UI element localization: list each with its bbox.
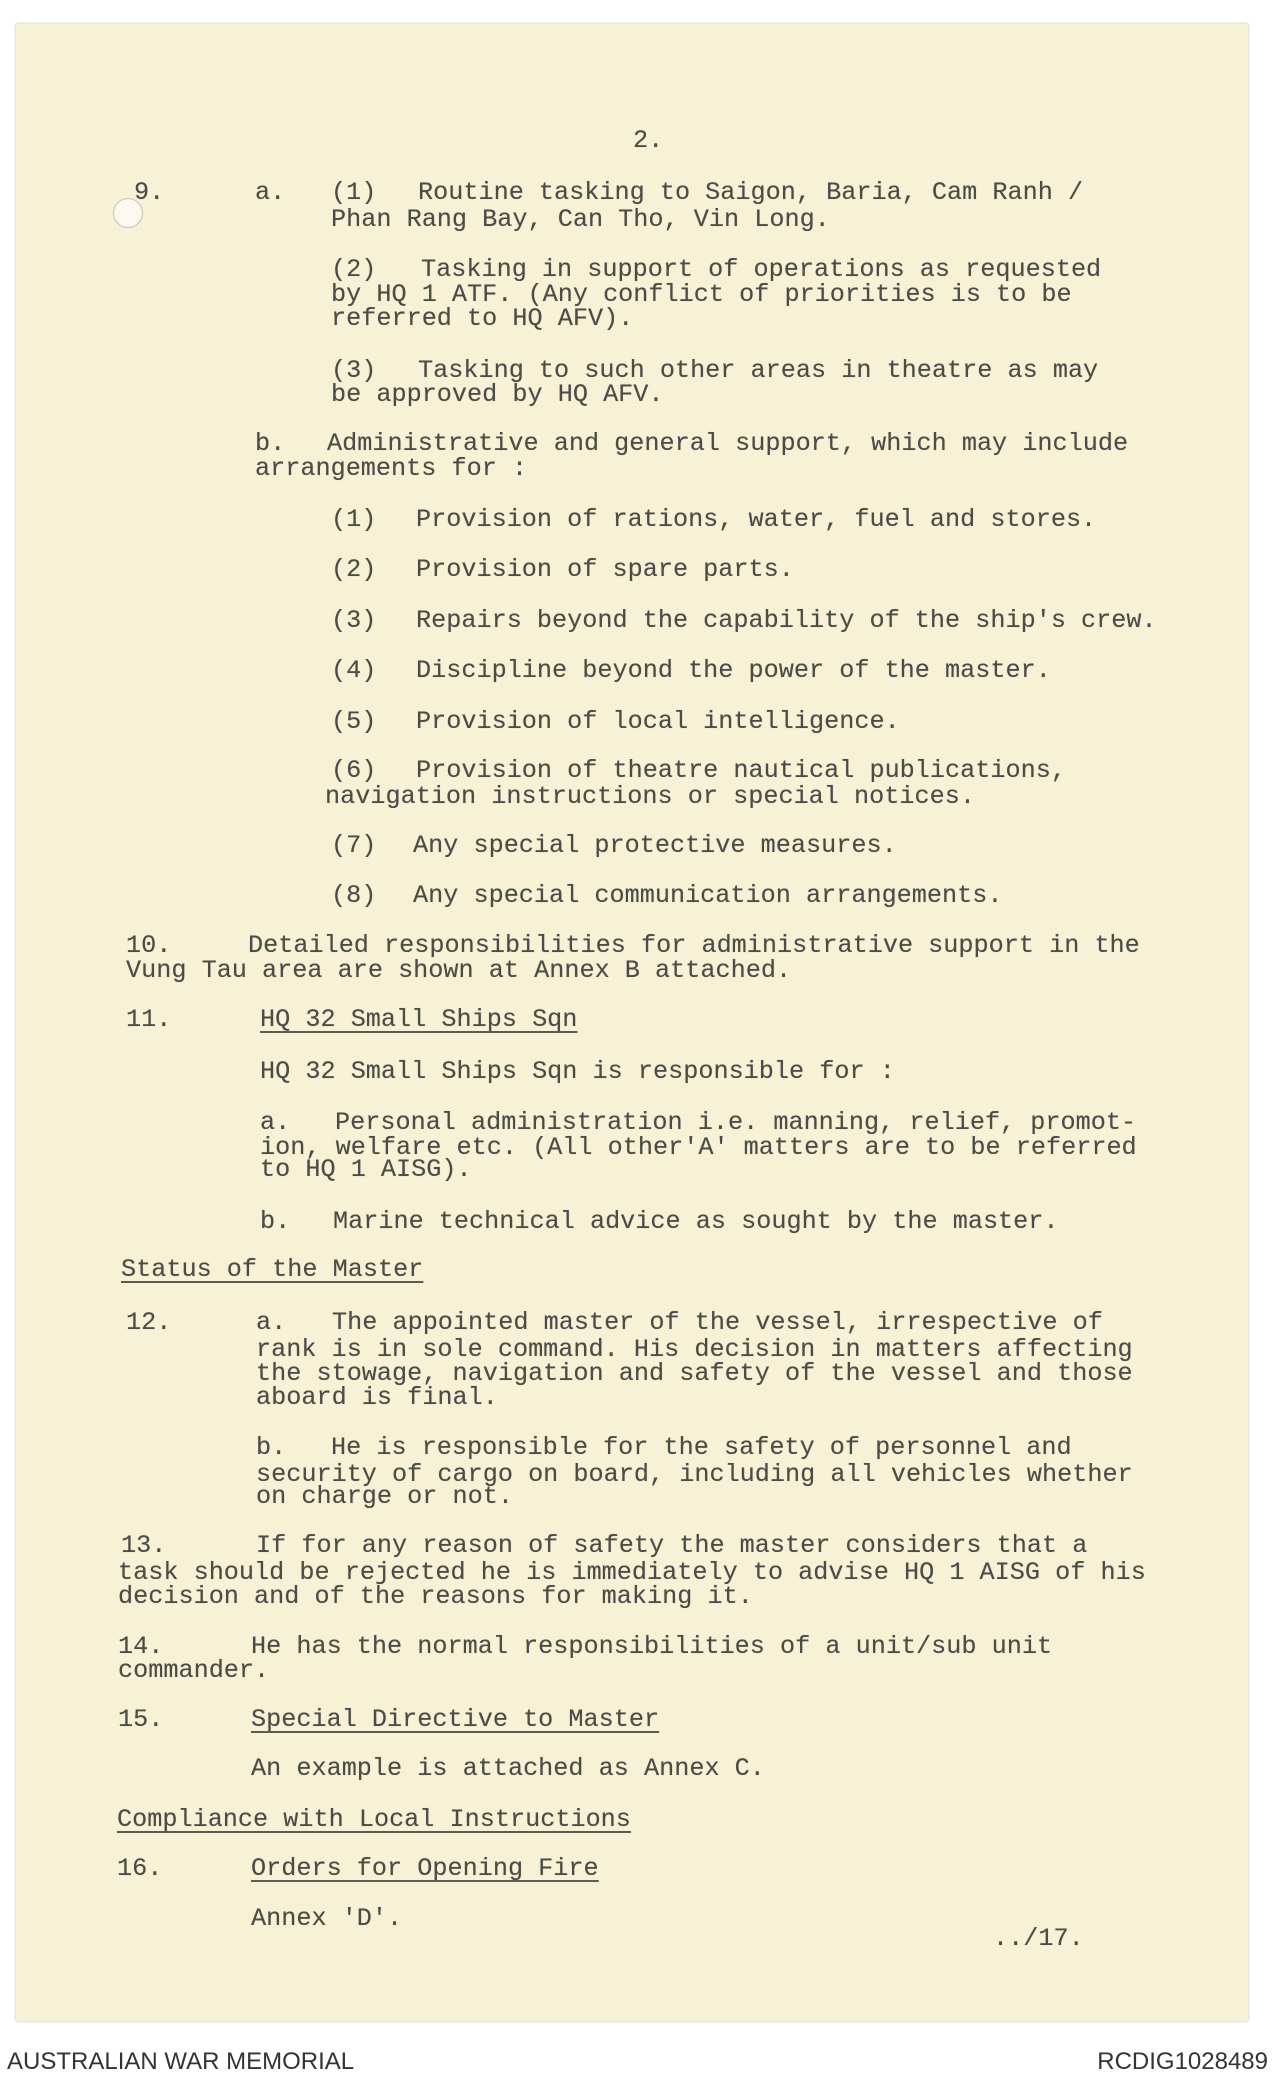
para-12a-line: aboard is final.	[256, 1383, 498, 1412]
para-12a-line: the stowage, navigation and safety of the vessel and those	[256, 1359, 1133, 1388]
para-9b5-label: (5)	[331, 707, 377, 736]
continuation-marker: ../17.	[993, 1924, 1084, 1953]
para-11-number: 11.	[126, 1005, 172, 1034]
para-9a2-line: referred to HQ AFV).	[331, 304, 634, 333]
para-9b7-label: (7)	[331, 831, 377, 860]
para-9b-label: b.	[255, 429, 286, 458]
para-12a-line: The appointed master of the vessel, irrespective of	[332, 1308, 1103, 1337]
para-10-line: Detailed responsibilities for administrative support in the	[248, 931, 1140, 960]
para-9b8-label: (8)	[331, 881, 377, 910]
para-9a3-line: Tasking to such other areas in theatre as may	[418, 356, 1099, 385]
para-9b3-line: Repairs beyond the capability of the ship's crew.	[416, 606, 1157, 635]
para-16-heading: Orders for Opening Fire	[251, 1854, 599, 1883]
para-9b-line: arrangements for :	[255, 454, 528, 483]
para-15-line: An example is attached as Annex C.	[251, 1754, 765, 1783]
para-12-number: 12.	[126, 1308, 172, 1337]
para-9a2-line: by HQ 1 ATF. (Any conflict of priorities is to be	[331, 280, 1072, 309]
section-heading-status: Status of the Master	[121, 1255, 424, 1284]
para-9b2-line: Provision of spare parts.	[416, 555, 794, 584]
section-heading-compliance: Compliance with Local Instructions	[117, 1805, 631, 1834]
para-9a2-line: Tasking in support of operations as requested	[421, 255, 1102, 284]
para-9b8-line: Any special communication arrangements.	[413, 881, 1003, 910]
para-14-line: He has the normal responsibilities of a unit/sub unit	[251, 1632, 1053, 1661]
para-9a1-line: Routine tasking to Saigon, Baria, Cam Ranh /	[418, 178, 1084, 207]
para-13-line: task should be rejected he is immediately to advise HQ 1 AISG of his	[118, 1558, 1146, 1587]
page-number: 2.	[633, 126, 664, 155]
para-15-heading: Special Directive to Master	[251, 1705, 660, 1734]
para-9a3-line: be approved by HQ AFV.	[331, 380, 664, 409]
para-13-line: If for any reason of safety the master considers that a	[256, 1531, 1088, 1560]
para-9b4-line: Discipline beyond the power of the master.	[416, 656, 1051, 685]
para-9a1-label: (1)	[331, 178, 377, 207]
para-11b-line: Marine technical advice as sought by the master.	[333, 1207, 1059, 1236]
para-10-number: 10.	[126, 931, 172, 960]
para-15-number: 15.	[118, 1705, 164, 1734]
para-9b1-label: (1)	[331, 505, 377, 534]
para-9b6-line: Provision of theatre nautical publications,	[416, 756, 1066, 785]
para-12a-line: rank is in sole command. His decision in matters affecting	[256, 1335, 1133, 1364]
para-9-number: 9.	[134, 178, 165, 207]
para-14-number: 14.	[118, 1632, 164, 1661]
para-11-heading: HQ 32 Small Ships Sqn	[260, 1005, 578, 1034]
para-11a-line: Personal administration i.e. manning, relief, promot-	[335, 1108, 1137, 1137]
para-9b-line: Administrative and general support, which may include	[327, 429, 1129, 458]
para-9a3-label: (3)	[331, 356, 377, 385]
archive-institution: AUSTRALIAN WAR MEMORIAL	[7, 2048, 355, 2075]
para-12b-line: He is responsible for the safety of personnel and	[331, 1433, 1072, 1462]
para-13-line: decision and of the reasons for making it.	[118, 1582, 753, 1611]
para-11b-label: b.	[260, 1207, 291, 1236]
para-9a-label: a.	[255, 178, 286, 207]
para-9a2-label: (2)	[331, 255, 377, 284]
para-14-line: commander.	[118, 1656, 270, 1685]
para-9b6-line: navigation instructions or special notices.	[325, 782, 975, 811]
para-9a1-line: Phan Rang Bay, Can Tho, Vin Long.	[331, 205, 830, 234]
para-12b-label: b.	[256, 1433, 287, 1462]
para-12a-label: a.	[256, 1308, 287, 1337]
para-16-number: 16.	[117, 1854, 163, 1883]
para-9b3-label: (3)	[331, 606, 377, 635]
para-9b2-label: (2)	[331, 555, 377, 584]
para-10-line: Vung Tau area are shown at Annex B attached.	[126, 956, 792, 985]
archive-reference: RCDIG1028489	[1097, 2048, 1268, 2075]
para-9b4-label: (4)	[331, 656, 377, 685]
para-9b6-label: (6)	[331, 756, 377, 785]
para-11a-line: ion, welfare etc. (All other'A' matters are to be referred	[260, 1133, 1137, 1162]
para-12b-line: security of cargo on board, including all vehicles whether	[256, 1460, 1133, 1489]
para-13-number: 13.	[121, 1531, 167, 1560]
para-9b7-line: Any special protective measures.	[413, 831, 897, 860]
para-11a-line: to HQ 1 AISG).	[260, 1155, 472, 1184]
para-11a-label: a.	[260, 1108, 291, 1137]
para-11-intro: HQ 32 Small Ships Sqn is responsible for :	[260, 1057, 895, 1086]
para-16-line: Annex 'D'.	[251, 1904, 403, 1933]
para-9b1-line: Provision of rations, water, fuel and stores.	[416, 505, 1097, 534]
para-9b5-line: Provision of local intelligence.	[416, 707, 900, 736]
para-12b-line: on charge or not.	[256, 1482, 513, 1511]
